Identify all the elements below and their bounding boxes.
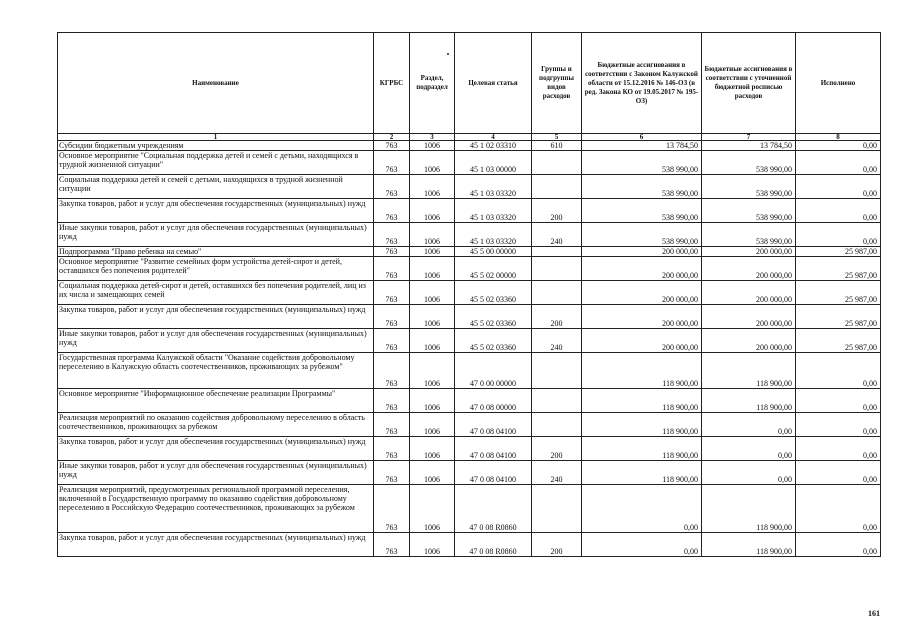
row-section: 1006 xyxy=(410,485,455,533)
row-section: 1006 xyxy=(410,247,455,257)
row-target-article: 47 0 08 04100 xyxy=(455,461,532,485)
row-section: 1006 xyxy=(410,533,455,557)
row-kgrbs: 763 xyxy=(374,329,410,353)
table-row xyxy=(58,389,881,413)
row-executed: 25 987,00 xyxy=(796,257,881,281)
row-expense-group: 200 xyxy=(532,533,582,557)
row-executed: 25 987,00 xyxy=(796,281,881,305)
row-budget-refined: 0,00 xyxy=(702,461,796,485)
row-executed: 25 987,00 xyxy=(796,247,881,257)
row-kgrbs: 763 xyxy=(374,175,410,199)
row-kgrbs: 763 xyxy=(374,389,410,413)
row-budget-refined: 200 000,00 xyxy=(702,247,796,257)
row-section: 1006 xyxy=(410,461,455,485)
row-kgrbs: 763 xyxy=(374,151,410,175)
row-budget-law: 118 900,00 xyxy=(582,461,702,485)
row-target-article: 45 5 02 03360 xyxy=(455,305,532,329)
row-budget-refined: 200 000,00 xyxy=(702,329,796,353)
row-expense-group xyxy=(532,175,582,199)
column-number: 2 xyxy=(374,134,410,141)
column-number: 5 xyxy=(532,134,582,141)
row-executed: 0,00 xyxy=(796,175,881,199)
column-number: 4 xyxy=(455,134,532,141)
row-kgrbs: 763 xyxy=(374,199,410,223)
row-target-article: 47 0 08 R0860 xyxy=(455,533,532,557)
row-budget-refined: 538 990,00 xyxy=(702,175,796,199)
row-expense-group: 200 xyxy=(532,437,582,461)
row-name: Основное мероприятие "Информационное обеспечение реализации Программы" xyxy=(58,389,374,413)
row-executed: 0,00 xyxy=(796,413,881,437)
row-target-article: 47 0 00 00000 xyxy=(455,353,532,389)
header-groups: Группы и подгруппы видов расходов xyxy=(532,33,582,134)
row-budget-refined: 118 900,00 xyxy=(702,485,796,533)
row-budget-refined: 118 900,00 xyxy=(702,533,796,557)
row-name: Социальная поддержка детей-сирот и детей, оставшихся без попечения родителей, лиц из их числа и замещающих семей xyxy=(58,281,374,305)
row-budget-law: 200 000,00 xyxy=(582,247,702,257)
row-target-article: 45 1 03 03320 xyxy=(455,175,532,199)
row-kgrbs: 763 xyxy=(374,461,410,485)
row-name: Субсидии бюджетным учреждениям xyxy=(58,141,374,151)
budget-table xyxy=(57,32,881,557)
row-section: 1006 xyxy=(410,175,455,199)
row-budget-law: 118 900,00 xyxy=(582,389,702,413)
row-budget-law: 200 000,00 xyxy=(582,329,702,353)
row-section: 1006 xyxy=(410,305,455,329)
row-budget-law: 538 990,00 xyxy=(582,199,702,223)
header-executed: Исполнено xyxy=(796,33,881,134)
row-kgrbs: 763 xyxy=(374,533,410,557)
row-budget-refined: 538 990,00 xyxy=(702,199,796,223)
table-row xyxy=(58,437,881,461)
row-executed: 0,00 xyxy=(796,141,881,151)
row-kgrbs: 763 xyxy=(374,437,410,461)
row-budget-law: 13 784,50 xyxy=(582,141,702,151)
row-expense-group: 240 xyxy=(532,223,582,247)
row-kgrbs: 763 xyxy=(374,223,410,247)
row-expense-group: 240 xyxy=(532,329,582,353)
row-name: Основное мероприятие "Социальная поддержка детей и семей с детьми, находящихся в трудной жизненной ситуации" xyxy=(58,151,374,175)
row-name: Государственная программа Калужской области "Оказание содействия добровольному переселению в Калужскую область соотечественников, проживающих за рубежом" xyxy=(58,353,374,389)
column-numbers-row xyxy=(58,134,881,141)
row-executed: 0,00 xyxy=(796,223,881,247)
row-kgrbs: 763 xyxy=(374,305,410,329)
row-target-article: 47 0 08 04100 xyxy=(455,413,532,437)
column-number: 3 xyxy=(410,134,455,141)
budget-report-sheet xyxy=(57,32,880,557)
row-budget-law: 538 990,00 xyxy=(582,223,702,247)
table-row xyxy=(58,223,881,247)
row-target-article: 47 0 08 00000 xyxy=(455,389,532,413)
row-budget-refined: 538 990,00 xyxy=(702,151,796,175)
row-expense-group xyxy=(532,281,582,305)
row-executed: 25 987,00 xyxy=(796,305,881,329)
row-executed: 0,00 xyxy=(796,461,881,485)
row-section: 1006 xyxy=(410,151,455,175)
row-budget-law: 200 000,00 xyxy=(582,305,702,329)
row-expense-group: 240 xyxy=(532,461,582,485)
row-target-article: 45 1 03 00000 xyxy=(455,151,532,175)
table-row xyxy=(58,199,881,223)
row-expense-group xyxy=(532,485,582,533)
row-budget-law: 0,00 xyxy=(582,533,702,557)
row-expense-group: 200 xyxy=(532,305,582,329)
row-name: Основное мероприятие "Развитие семейных форм устройства детей-сирот и детей, оставшихся без попечения родителей" xyxy=(58,257,374,281)
row-budget-law: 118 900,00 xyxy=(582,437,702,461)
header-name: Наименование xyxy=(58,33,374,134)
table-row xyxy=(58,281,881,305)
row-target-article: 45 5 02 03360 xyxy=(455,329,532,353)
row-budget-refined: 200 000,00 xyxy=(702,281,796,305)
row-section: 1006 xyxy=(410,223,455,247)
row-name: Закупка товаров, работ и услуг для обеспечения государственных (муниципальных) нужд xyxy=(58,533,374,557)
row-expense-group xyxy=(532,413,582,437)
row-section: 1006 xyxy=(410,329,455,353)
row-expense-group xyxy=(532,353,582,389)
row-budget-law: 538 990,00 xyxy=(582,151,702,175)
table-row xyxy=(58,461,881,485)
row-name: Закупка товаров, работ и услуг для обеспечения государственных (муниципальных) нужд xyxy=(58,305,374,329)
row-budget-law: 0,00 xyxy=(582,485,702,533)
row-executed: 0,00 xyxy=(796,389,881,413)
row-budget-refined: 538 990,00 xyxy=(702,223,796,247)
row-name: Иные закупки товаров, работ и услуг для обеспечения государственных (муниципальных) нужд xyxy=(58,329,374,353)
row-budget-refined: 118 900,00 xyxy=(702,389,796,413)
row-budget-refined: 0,00 xyxy=(702,413,796,437)
row-section: 1006 xyxy=(410,437,455,461)
column-number: 6 xyxy=(582,134,702,141)
table-row xyxy=(58,533,881,557)
row-expense-group: 200 xyxy=(532,199,582,223)
row-name: Иные закупки товаров, работ и услуг для обеспечения государственных (муниципальных) нужд xyxy=(58,461,374,485)
header-budget-refined: Бюджетные ассигнования в соответствии с уточненной бюджетной росписью расходов xyxy=(702,33,796,134)
table-row xyxy=(58,305,881,329)
header-kgrbs: КГРБС xyxy=(374,33,410,134)
row-kgrbs: 763 xyxy=(374,281,410,305)
table-row xyxy=(58,413,881,437)
row-budget-refined: 200 000,00 xyxy=(702,257,796,281)
row-executed: 0,00 xyxy=(796,151,881,175)
table-body xyxy=(58,141,881,557)
table-header xyxy=(58,33,881,141)
table-row xyxy=(58,353,881,389)
row-executed: 0,00 xyxy=(796,533,881,557)
header-target: Целевая статья xyxy=(455,33,532,134)
table-row xyxy=(58,257,881,281)
row-target-article: 45 1 02 03310 xyxy=(455,141,532,151)
table-row xyxy=(58,151,881,175)
row-target-article: 47 0 08 R0860 xyxy=(455,485,532,533)
row-budget-law: 538 990,00 xyxy=(582,175,702,199)
row-section: 1006 xyxy=(410,257,455,281)
row-section: 1006 xyxy=(410,281,455,305)
column-number: 8 xyxy=(796,134,881,141)
row-kgrbs: 763 xyxy=(374,141,410,151)
row-target-article: 45 5 02 00000 xyxy=(455,257,532,281)
row-kgrbs: 763 xyxy=(374,247,410,257)
row-target-article: 47 0 08 04100 xyxy=(455,437,532,461)
row-section: 1006 xyxy=(410,141,455,151)
table-row xyxy=(58,247,881,257)
column-number: 1 xyxy=(58,134,374,141)
header-budget-law: Бюджетные ассигнования в соответствии с Законом Калужской области от 15.12.2016 № 146-ОЗ (в ред. Закона КО от 19.05.2017 № 195-ОЗ) xyxy=(582,33,702,134)
row-kgrbs: 763 xyxy=(374,257,410,281)
row-name: Подпрограмма "Право ребенка на семью" xyxy=(58,247,374,257)
row-name: Социальная поддержка детей и семей с детьми, находящихся в трудной жизненной ситуации xyxy=(58,175,374,199)
row-budget-refined: 13 784,50 xyxy=(702,141,796,151)
page-number: 161 xyxy=(868,609,880,618)
column-number: 7 xyxy=(702,134,796,141)
table-row xyxy=(58,485,881,533)
table-row xyxy=(58,329,881,353)
row-name: Закупка товаров, работ и услуг для обеспечения государственных (муниципальных) нужд xyxy=(58,199,374,223)
table-row xyxy=(58,175,881,199)
row-executed: 0,00 xyxy=(796,485,881,533)
row-section: 1006 xyxy=(410,389,455,413)
row-expense-group xyxy=(532,151,582,175)
row-budget-law: 200 000,00 xyxy=(582,257,702,281)
row-name: Реализация мероприятий, предусмотренных региональной программой переселения, включенной в Государственную программу по оказанию содействия добровольному переселению в Российскую Федерацию соотечественников, проживающих за рубежом xyxy=(58,485,374,533)
row-section: 1006 xyxy=(410,353,455,389)
row-budget-law: 118 900,00 xyxy=(582,413,702,437)
row-section: 1006 xyxy=(410,199,455,223)
row-budget-refined: 0,00 xyxy=(702,437,796,461)
row-target-article: 45 5 00 00000 xyxy=(455,247,532,257)
row-executed: 0,00 xyxy=(796,437,881,461)
row-budget-refined: 200 000,00 xyxy=(702,305,796,329)
row-expense-group xyxy=(532,257,582,281)
row-executed: 0,00 xyxy=(796,353,881,389)
row-budget-law: 118 900,00 xyxy=(582,353,702,389)
row-target-article: 45 1 03 03320 xyxy=(455,199,532,223)
scan-speck xyxy=(447,53,449,55)
row-kgrbs: 763 xyxy=(374,353,410,389)
row-kgrbs: 763 xyxy=(374,413,410,437)
row-section: 1006 xyxy=(410,413,455,437)
row-name: Закупка товаров, работ и услуг для обеспечения государственных (муниципальных) нужд xyxy=(58,437,374,461)
row-budget-law: 200 000,00 xyxy=(582,281,702,305)
row-target-article: 45 5 02 03360 xyxy=(455,281,532,305)
row-kgrbs: 763 xyxy=(374,485,410,533)
row-target-article: 45 1 03 03320 xyxy=(455,223,532,247)
header-section: Раздел, подраздел xyxy=(410,33,455,134)
row-budget-refined: 118 900,00 xyxy=(702,353,796,389)
row-name: Реализация мероприятий по оказанию содействия добровольному переселению в область соотечественников, проживающих за рубежом xyxy=(58,413,374,437)
table-row xyxy=(58,141,881,151)
row-expense-group: 610 xyxy=(532,141,582,151)
row-executed: 25 987,00 xyxy=(796,329,881,353)
row-expense-group xyxy=(532,247,582,257)
row-name: Иные закупки товаров, работ и услуг для обеспечения государственных (муниципальных) нужд xyxy=(58,223,374,247)
row-expense-group xyxy=(532,389,582,413)
row-executed: 0,00 xyxy=(796,199,881,223)
